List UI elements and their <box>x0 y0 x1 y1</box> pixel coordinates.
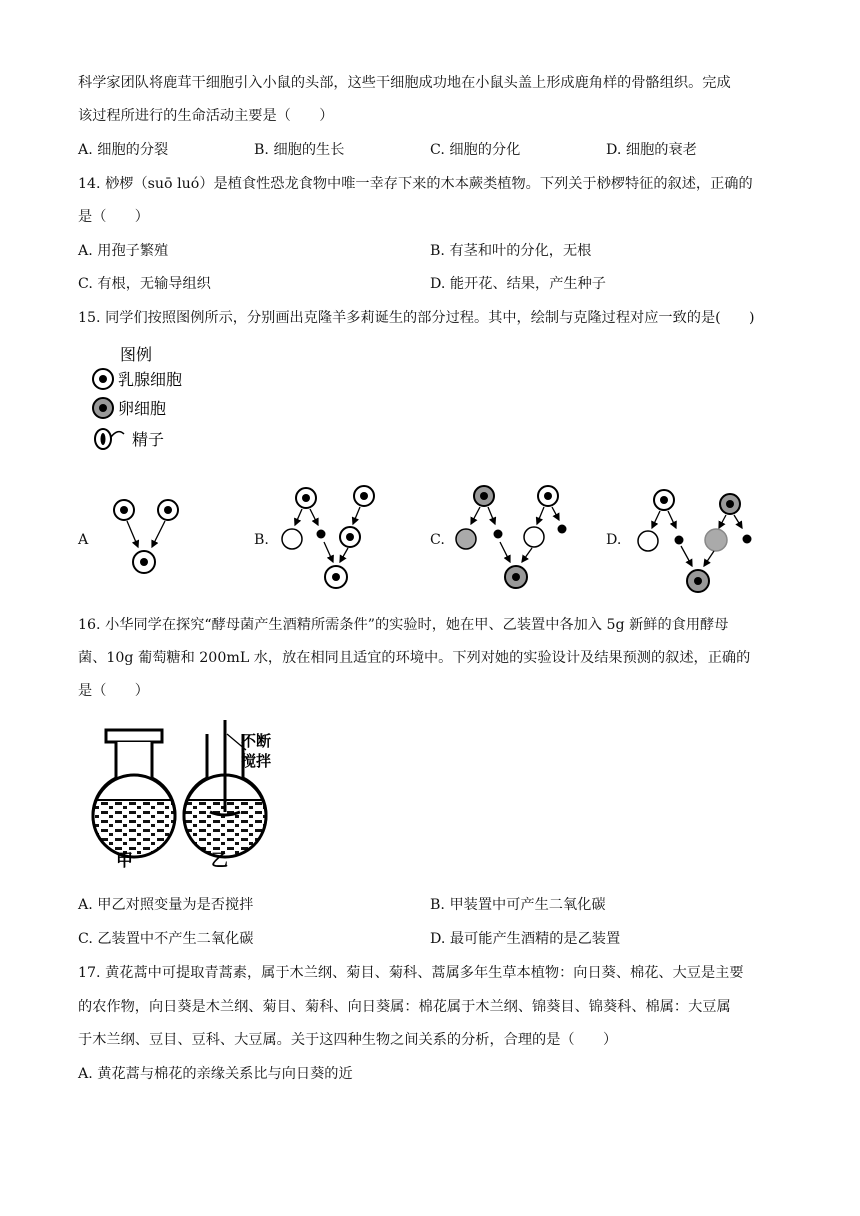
nucleus-icon <box>675 536 684 545</box>
empty-cell-icon <box>524 527 544 547</box>
q16-stem-line-2: 菌、10g 葡萄糖和 200mL 水，放在相同且适宜的环境中。下列对她的实验设计及结果预测的叙述，正确的 <box>78 650 751 666</box>
nucleus <box>544 492 552 500</box>
egg-cell-nucleus <box>99 404 107 412</box>
q17-stem-line-3: 于木兰纲、豆目、豆科、大豆属。关于这四种生物之间关系的分析，合理的是（ ） <box>78 1032 618 1048</box>
legend-sperm: 精子 <box>132 430 165 449</box>
q16-option-a: A. 甲乙对照变量为是否搅拌 <box>78 897 254 913</box>
nucleus <box>302 494 310 502</box>
q14-stem-line-1: 14. 桫椤（suō luó）是植食性恐龙食物中唯一幸存下来的木本蕨类植物。下列关于桫椤特征的叙述，正确的 <box>78 176 753 192</box>
q16-stem-line-3: 是（ ） <box>78 683 149 699</box>
legend-mammary-cell: 乳腺细胞 <box>118 370 183 389</box>
q17-stem-line-2: 的农作物，向日葵是木兰纲、菊目、菊科、向日葵属：棉花属于木兰纲、锦葵目、锦葵科、棉属：大豆属 <box>78 999 731 1015</box>
arrow <box>310 509 318 525</box>
arrow <box>353 507 360 524</box>
arrow <box>324 542 333 562</box>
q13-stem-line-1: 科学家团队将鹿茸干细胞引入小鼠的头部，这些干细胞成功地在小鼠头盖上形成鹿角样的骨骼组织。完成 <box>78 75 731 91</box>
arrow <box>652 511 660 528</box>
arrow <box>471 507 480 524</box>
q15-label-d: D. <box>606 532 622 548</box>
q13-option-c: C. 细胞的分化 <box>430 142 521 158</box>
sperm-tail <box>111 432 124 437</box>
nucleus <box>694 577 702 585</box>
enucleated-egg-icon <box>705 529 727 551</box>
arrow <box>152 521 165 547</box>
q16-stem-line-1: 16. 小华同学在探究“酵母菌产生酒精所需条件”的实验时，她在甲、乙装置中各加入 5g 新鲜的食用酵母 <box>78 617 729 633</box>
q15-stem-line-1: 15. 同学们按照图例所示，分别画出克隆羊多莉诞生的部分过程。其中，绘制与克隆过程对应一致的是( ) <box>78 310 755 326</box>
empty-cell-icon <box>638 531 658 551</box>
arrow <box>668 511 676 528</box>
q16-option-c: C. 乙装置中不产生二氧化碳 <box>78 931 254 947</box>
nucleus <box>332 573 340 581</box>
q17-option-a: A. 黄花蒿与棉花的亲缘关系比与向日葵的近 <box>78 1066 353 1082</box>
q15-diagram-b <box>278 482 388 592</box>
nucleus <box>346 533 354 541</box>
q14-stem-line-2: 是（ ） <box>78 209 149 225</box>
flask-jia-label: 甲 <box>116 851 133 868</box>
nucleus <box>726 500 734 508</box>
nucleus <box>512 573 520 581</box>
q14-option-d: D. 能开花、结果，产生种子 <box>430 276 606 292</box>
enucleated-egg-icon <box>456 529 476 549</box>
q14-option-b: B. 有茎和叶的分化，无根 <box>430 243 592 259</box>
flask-stopper-icon <box>106 730 162 742</box>
nucleus-icon <box>558 525 567 534</box>
legend-title: 图例 <box>120 345 153 364</box>
nucleus <box>120 506 128 514</box>
arrow <box>522 548 532 562</box>
q15-diagram-d <box>632 484 772 594</box>
flask-yi-label: 乙 <box>211 851 228 868</box>
arrow <box>295 509 302 525</box>
nucleus <box>140 558 148 566</box>
nucleus <box>360 492 368 500</box>
q16-flask-figure <box>86 720 286 868</box>
arrow <box>734 515 742 528</box>
q16-option-d: D. 最可能产生酒精的是乙装置 <box>430 931 621 947</box>
arrow <box>488 507 495 524</box>
empty-cell-icon <box>282 529 302 549</box>
nucleus <box>164 506 172 514</box>
arrow <box>681 546 692 566</box>
nucleus <box>480 492 488 500</box>
q15-legend-figure <box>88 342 208 454</box>
q15-label-a: A <box>78 532 89 548</box>
q14-option-a: A. 用孢子繁殖 <box>78 243 169 259</box>
arrow <box>719 515 726 528</box>
q13-option-d: D. 细胞的衰老 <box>606 142 697 158</box>
q17-stem-line-1: 17. 黄花蒿中可提取青蒿素，属于木兰纲、菊目、菊科、蒿属多年生草本植物：向日葵、棉花、大豆是主要 <box>78 965 744 981</box>
nucleus <box>660 496 668 504</box>
q13-option-b: B. 细胞的生长 <box>254 142 345 158</box>
stir-label-line-1: 不断 <box>241 732 272 750</box>
q15-label-b: B. <box>254 532 269 548</box>
stir-label-line-2: 搅拌 <box>241 752 272 770</box>
arrow <box>127 521 138 547</box>
arrow <box>537 507 544 524</box>
mammary-cell-nucleus <box>99 375 107 383</box>
q15-diagram-c <box>452 482 582 592</box>
nucleus-icon <box>494 530 503 539</box>
q16-option-b: B. 甲装置中可产生二氧化碳 <box>430 897 606 913</box>
q15-label-c: C. <box>430 532 445 548</box>
q15-legend <box>88 342 208 454</box>
flask-jia <box>86 730 186 868</box>
nucleus-icon <box>743 535 752 544</box>
sperm-nucleus <box>101 433 106 445</box>
q15-diagram-a <box>100 490 200 580</box>
nucleus-icon <box>317 530 326 539</box>
arrow <box>552 507 559 520</box>
q14-option-c: C. 有根，无输导组织 <box>78 276 211 292</box>
arrow <box>340 548 348 562</box>
arrow <box>500 542 510 562</box>
legend-egg-cell: 卵细胞 <box>118 399 167 418</box>
q13-stem-line-2: 该过程所进行的生命活动主要是（ ） <box>78 108 334 124</box>
arrow <box>704 551 714 566</box>
q13-option-a: A. 细胞的分裂 <box>78 142 169 158</box>
